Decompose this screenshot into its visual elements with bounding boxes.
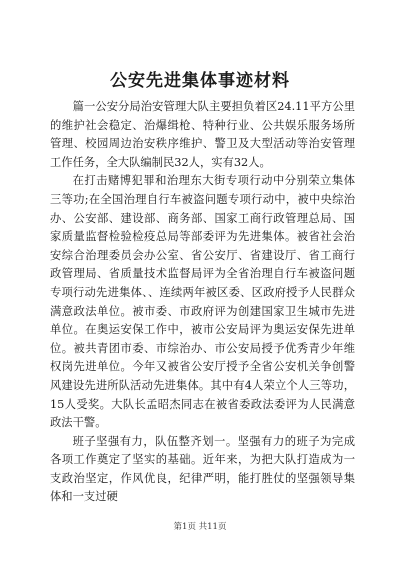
paragraph-3: 班子坚强有力，队伍整齐划一。坚强有力的班子为完成各项工作奠定了坚实的基础。近年来，为把大队打造成为一支政治坚定，作风优良，纪律严明，能打胜仗的坚强领导集体和一支过硬 (50, 434, 355, 504)
document-title: 公安先进集体事迹材料 (110, 71, 290, 91)
paragraph-1: 篇一公安分局治安管理大队主要担负着区24.11平方公里的维护社会稳定、治爆缉枪、特种行业、公共娱乐服务场所管理、校园周边治安秩序维护、警卫及大型活动等治安管理工作任务，全大队编制民32人，实有32人。 (50, 100, 355, 169)
paragraph-2: 在打击赌博犯罪和治理东大街专项行动中分别荣立集体三等功;在全国治理自行车被盗问题专项行动中，被中央综治办、公安部、建设部、商务部、国家工商行政管理总局、国家质量监督检验检疫总局等部委评为先进集体。被省社会治安综合治理委员会办公室、省公安厅、省建设厅、省工商行政管理局、省质量技术监督局评为全省治理自行车被盗问题专项行动先进集体、、连续两年被区委、区政府授予人民群众满意政法单位。被市委、市政府评为创建国家卫生城市先进单位。在奥运安保工作中，被市公安局评为奥运安保先进单位。被共青团市委、市综治办、市公安局授予优秀青少年维权岗先进单位。今年又被省公安厅授予全省公安机关争创警风建设先进所队活动先进集体。其中有4人荣立个人三等功，15人受奖。大队长孟昭杰同志在被省委政法委评为人民满意政法干警。 (50, 174, 355, 430)
page-number-footer: 第1页 共11页 (173, 522, 227, 532)
document-body (50, 98, 355, 507)
